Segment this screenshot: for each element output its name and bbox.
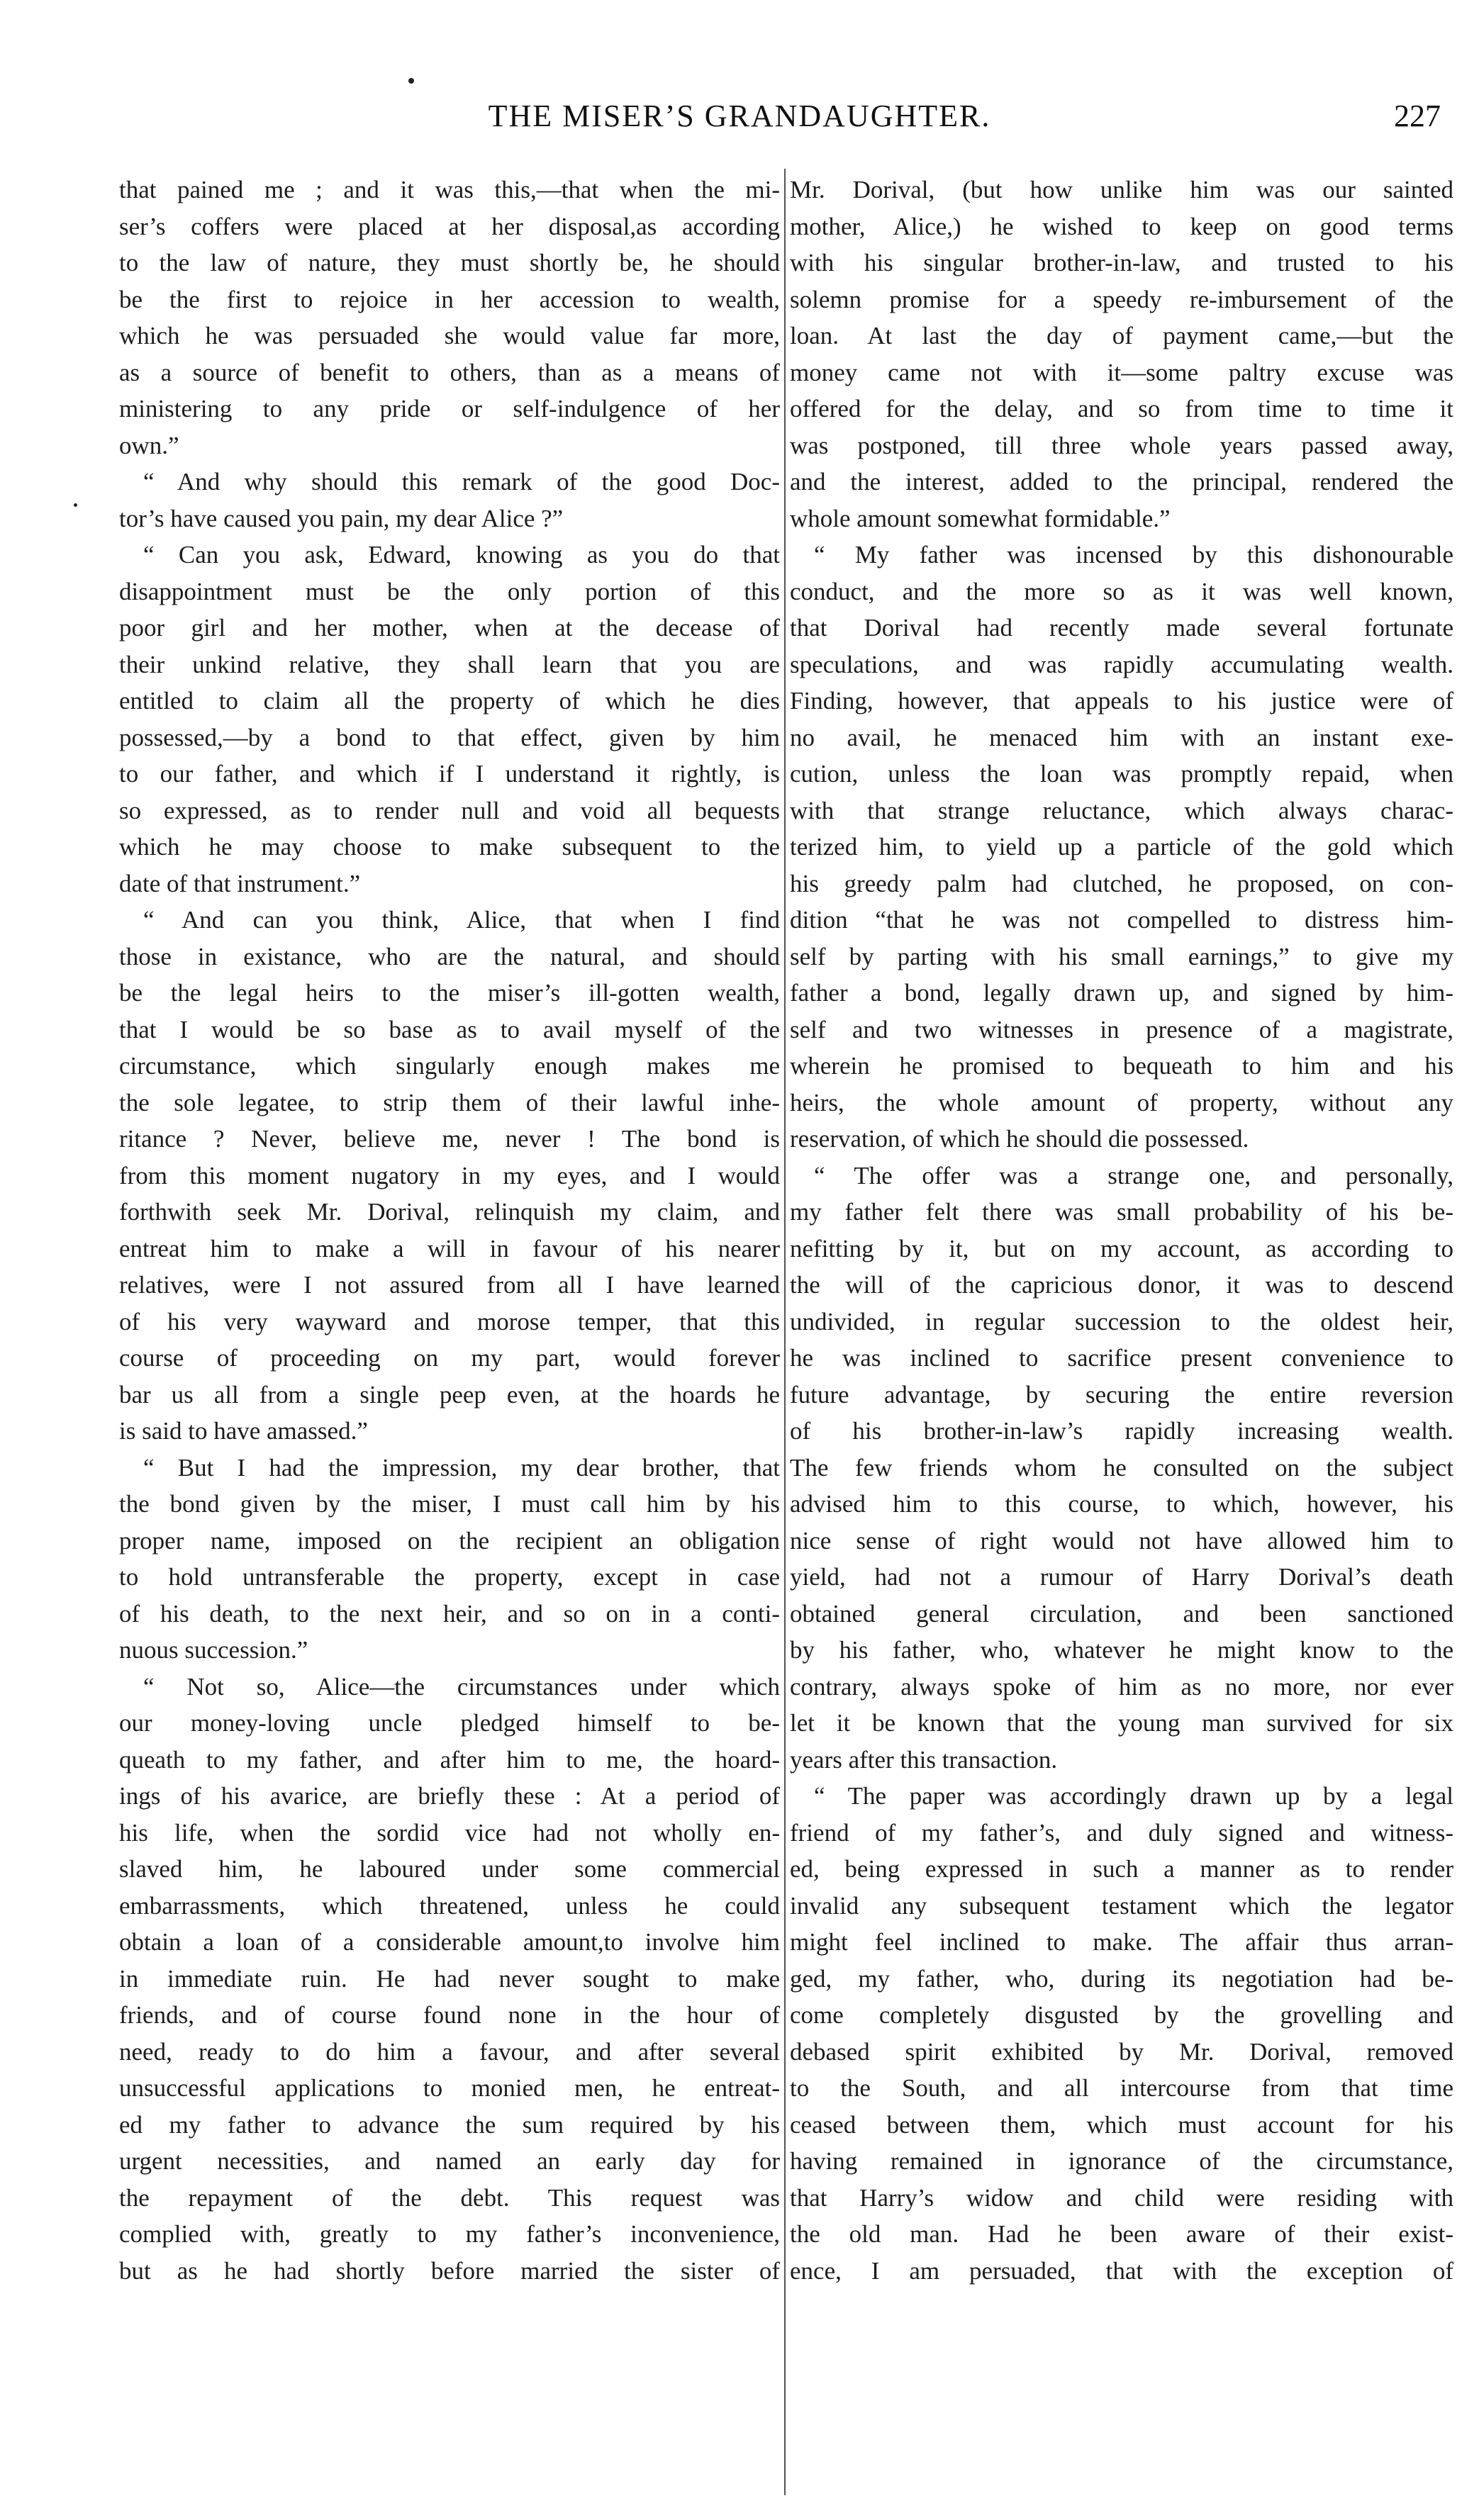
text-line: he was inclined to sacrifice present convenience to xyxy=(790,1344,1453,1372)
text-line: those in existance, who are the natural, and should xyxy=(119,942,780,970)
text-line: which he may choose to make subsequent to the xyxy=(119,833,780,861)
text-line: friends, and of course found none in the hour of xyxy=(119,2001,780,2029)
text-line: is said to have amassed.” xyxy=(119,1417,368,1445)
text-line: unsuccessful applications to monied men, he entreat- xyxy=(119,2074,780,2102)
text-line: The few friends whom he consulted on the subject xyxy=(790,1453,1453,1482)
text-line: was postponed, till three whole years passed away, xyxy=(790,431,1453,459)
text-line: whole amount somewhat formidable.” xyxy=(790,504,1171,532)
text-line: ser’s coffers were placed at her disposal,as according xyxy=(119,212,780,240)
text-line: my father felt there was small probability of his be- xyxy=(790,1198,1453,1226)
text-line: the sole legatee, to strip them of their lawful inhe- xyxy=(119,1088,780,1116)
text-line: reservation, of which he should die possessed. xyxy=(790,1125,1249,1153)
text-line: “ The offer was a strange one, and personally, xyxy=(814,1161,1453,1189)
text-line: “ My father was incensed by this dishonourable xyxy=(814,541,1453,569)
text-line: of his brother-in-law’s rapidly increasing wealth. xyxy=(790,1417,1453,1445)
text-line: the repayment of the debt. This request was xyxy=(119,2183,780,2212)
text-line: with that strange reluctance, which always charac- xyxy=(790,796,1453,824)
text-line: to the South, and all intercourse from that time xyxy=(790,2074,1453,2102)
text-line: his life, when the sordid vice had not wholly en- xyxy=(119,1818,780,1847)
text-line: which he was persuaded she would value far more, xyxy=(119,322,780,349)
text-line: that Dorival had recently made several fortunate xyxy=(790,614,1453,642)
text-line: need, ready to do him a favour, and after several xyxy=(119,2037,780,2066)
column-divider xyxy=(784,169,786,2495)
text-line: Finding, however, that appeals to his justice were of xyxy=(790,687,1453,715)
text-line: debased spirit exhibited by Mr. Dorival, removed xyxy=(790,2037,1453,2066)
text-line: nice sense of right would not have allowed him to xyxy=(790,1526,1453,1555)
text-line: in immediate ruin. He had never sought to make xyxy=(119,1964,780,1993)
text-line: yield, had not a rumour of Harry Dorival’s death xyxy=(790,1563,1453,1591)
left-text-column xyxy=(119,172,780,2490)
text-line: ence, I am persuaded, that with the exception of xyxy=(790,2256,1453,2285)
text-line: invalid any subsequent testament which the legator xyxy=(790,1891,1453,1920)
text-line: our money-loving uncle pledged himself to be- xyxy=(119,1709,780,1737)
text-line: own.” xyxy=(119,431,179,459)
text-line: date of that instrument.” xyxy=(119,869,361,897)
text-line: speculations, and was rapidly accumulating wealth. xyxy=(790,650,1453,678)
text-line: that Harry’s widow and child were residing with xyxy=(790,2183,1453,2212)
text-line: of his very wayward and morose temper, that this xyxy=(119,1307,780,1335)
text-line: ged, my father, who, during its negotiation had be- xyxy=(790,1964,1453,1993)
text-line: disappointment must be the only portion of this xyxy=(119,577,780,605)
text-line: from this moment nugatory in my eyes, and I would xyxy=(119,1161,780,1189)
text-line: heirs, the whole amount of property, without any xyxy=(790,1088,1453,1116)
text-line: obtain a loan of a considerable amount,to involve him xyxy=(119,1928,780,1956)
text-line: with his singular brother-in-law, and trusted to his xyxy=(790,249,1453,276)
text-line: friend of my father’s, and duly signed and witness- xyxy=(790,1818,1453,1847)
text-line: “ And why should this remark of the good Doc- xyxy=(143,468,780,495)
text-line: but as he had shortly before married the sister of xyxy=(119,2256,780,2285)
running-head-title: THE MISER’S GRANDAUGHTER. xyxy=(488,99,991,133)
text-line: tor’s have caused you pain, my dear Alice ?” xyxy=(119,504,564,532)
text-line: let it be known that the young man survived for six xyxy=(790,1709,1453,1737)
text-line: as a source of benefit to others, than as a means of xyxy=(119,358,780,386)
text-line: no avail, he menaced him with an instant exe- xyxy=(790,723,1453,751)
text-line: of his death, to the next heir, and so on in a conti- xyxy=(119,1599,780,1628)
printer-dot xyxy=(74,503,77,507)
text-line: father a bond, legally drawn up, and signed by him- xyxy=(790,979,1453,1007)
text-line: slaved him, he laboured under some commercial xyxy=(119,1855,780,1883)
text-line: ings of his avarice, are briefly these : At a period of xyxy=(119,1782,780,1810)
text-line: “ Not so, Alice—the circumstances under which xyxy=(143,1672,780,1701)
text-line: course of proceeding on my part, would forever xyxy=(119,1344,780,1372)
text-line: by his father, who, whatever he might know to the xyxy=(790,1636,1453,1664)
text-line: so expressed, as to render null and void all bequests xyxy=(119,796,780,824)
text-line: their unkind relative, they shall learn that you are xyxy=(119,650,780,678)
text-line: urgent necessities, and named an early day for xyxy=(119,2147,780,2175)
text-line: that I would be so base as to avail myself of the xyxy=(119,1015,780,1043)
text-line: embarrassments, which threatened, unless he could xyxy=(119,1891,780,1920)
text-line: self and two witnesses in presence of a magistrate, xyxy=(790,1015,1453,1043)
text-line: Mr. Dorival, (but how unlike him was our sainted xyxy=(790,176,1453,203)
text-line: possessed,—by a bond to that effect, given by him xyxy=(119,723,780,751)
text-line: wherein he promised to bequeath to him and his xyxy=(790,1052,1453,1080)
text-line: ed, being expressed in such a manner as to render xyxy=(790,1855,1453,1883)
text-line: cution, unless the loan was promptly repaid, when xyxy=(790,760,1453,788)
text-line: nefitting by it, but on my account, as according to xyxy=(790,1234,1453,1262)
text-line: be the legal heirs to the miser’s ill-gotten wealth, xyxy=(119,979,780,1007)
text-line: poor girl and her mother, when at the decease of xyxy=(119,614,780,642)
text-line: proper name, imposed on the recipient an obligation xyxy=(119,1526,780,1555)
text-line: “ But I had the impression, my dear brother, that xyxy=(143,1453,780,1482)
text-line: undivided, in regular succession to the oldest heir, xyxy=(790,1307,1453,1335)
text-line: ritance ? Never, believe me, never ! The bond is xyxy=(119,1125,780,1153)
page-number: 227 xyxy=(1394,99,1441,133)
text-line: circumstance, which singularly enough makes me xyxy=(119,1052,780,1080)
text-line: “ And can you think, Alice, that when I find xyxy=(143,906,780,934)
text-line: that pained me ; and it was this,—that when the mi- xyxy=(119,176,780,203)
text-line: be the first to rejoice in her accession to wealth, xyxy=(119,285,780,313)
text-line: dition “that he was not compelled to distress him- xyxy=(790,906,1453,934)
text-line: nuous succession.” xyxy=(119,1636,308,1664)
text-line: entreat him to make a will in favour of his nearer xyxy=(119,1234,780,1262)
text-line: future advantage, by securing the entire reversion xyxy=(790,1380,1453,1409)
printer-dot xyxy=(408,78,414,84)
text-line: self by parting with his small earnings,” to give my xyxy=(790,942,1453,970)
text-line: ministering to any pride or self-indulgence of her xyxy=(119,395,780,422)
text-line: obtained general circulation, and been sanctioned xyxy=(790,1599,1453,1628)
text-line: years after this transaction. xyxy=(790,1745,1058,1774)
text-line: to hold untransferable the property, except in case xyxy=(119,1563,780,1591)
text-line: bar us all from a single peep even, at the hoards he xyxy=(119,1380,780,1409)
text-line: ceased between them, which must account for his xyxy=(790,2110,1453,2139)
text-line: queath to my father, and after him to me, the hoard- xyxy=(119,1745,780,1774)
text-line: money came not with it—some paltry excuse was xyxy=(790,358,1453,386)
text-line: ed my father to advance the sum required by his xyxy=(119,2110,780,2139)
text-line: the bond given by the miser, I must call him by his xyxy=(119,1490,780,1518)
text-line: come completely disgusted by the grovelling and xyxy=(790,2001,1453,2029)
text-line: offered for the delay, and so from time to time it xyxy=(790,395,1453,422)
text-line: to the law of nature, they must shortly be, he should xyxy=(119,249,780,276)
text-line: advised him to this course, to which, however, his xyxy=(790,1490,1453,1518)
text-line: having remained in ignorance of the circumstance, xyxy=(790,2147,1453,2175)
text-line: relatives, were I not assured from all I have learned xyxy=(119,1271,780,1299)
text-line: entitled to claim all the property of which he dies xyxy=(119,687,780,715)
text-line: might feel inclined to make. The affair thus arran- xyxy=(790,1928,1453,1956)
text-line: solemn promise for a speedy re-imbursement of the xyxy=(790,285,1453,313)
text-line: contrary, always spoke of him as no more, nor ever xyxy=(790,1672,1453,1701)
text-line: “ The paper was accordingly drawn up by a legal xyxy=(814,1782,1453,1810)
text-line: the old man. Had he been aware of their exist- xyxy=(790,2220,1453,2248)
text-line: to our father, and which if I understand it rightly, is xyxy=(119,760,780,788)
text-line: his greedy palm had clutched, he proposed, on con- xyxy=(790,869,1453,897)
text-line: terized him, to yield up a particle of the gold which xyxy=(790,833,1453,861)
text-line: mother, Alice,) he wished to keep on good terms xyxy=(790,212,1453,240)
text-line: forthwith seek Mr. Dorival, relinquish my claim, and xyxy=(119,1198,780,1226)
text-line: conduct, and the more so as it was well known, xyxy=(790,577,1453,605)
right-text-column xyxy=(790,172,1453,2490)
text-line: “ Can you ask, Edward, knowing as you do that xyxy=(143,541,780,569)
text-line: and the interest, added to the principal, rendered the xyxy=(790,468,1453,495)
text-line: complied with, greatly to my father’s inconvenience, xyxy=(119,2220,780,2248)
text-line: the will of the capricious donor, it was to descend xyxy=(790,1271,1453,1299)
text-line: loan. At last the day of payment came,—but the xyxy=(790,322,1453,349)
